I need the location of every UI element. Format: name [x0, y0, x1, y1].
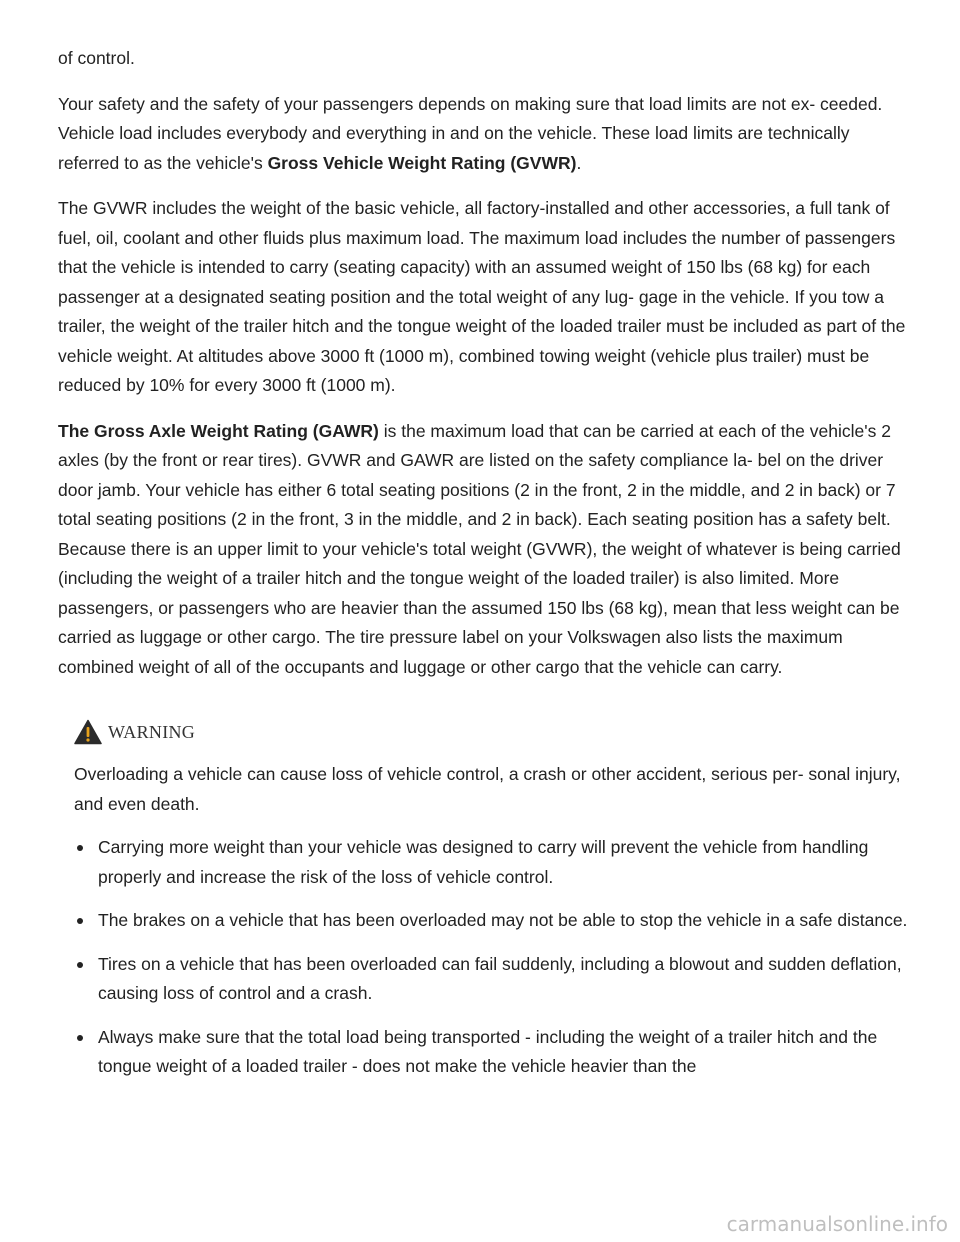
warning-triangle-icon: [74, 719, 102, 745]
list-item: Tires on a vehicle that has been overloaded can fail suddenly, including a blowout and sudden deflation, causing loss of control and a crash.: [74, 950, 908, 1009]
warning-text: Overloading a vehicle can cause loss of vehicle control, a crash or other accident, serious per- sonal injury, and even death.: [74, 764, 901, 814]
list-item: The brakes on a vehicle that has been overloaded may not be able to stop the vehicle in a safe distance.: [74, 906, 908, 936]
paragraph-text: is the maximum load that can be carried at each of the vehicle's 2 axles (by the front or rear tires). GVWR and GAWR are listed on the safety compliance la- bel on the driver door jamb. Your vehicle has either 6 total seating positions (2 in the front, 2 in the middle, and 2 in back) or 7 total seating positions (2 in the front, 3 in the middle, and 2 in back). Each seating position has a safety belt. Because there is an upper limit to your vehicle's total weight (GVWR), the weight of whatever is being carried (including the weight of a trailer hitch and the tongue weight of the loaded trailer) is also limited. More passengers, or passengers who are heavier than the assumed 150 lbs (68 kg), mean that less weight can be carried as luggage or other cargo. The tire pressure label on your Volkswagen also lists the maximum combined weight of all of the occupants and luggage or other cargo that the vehicle can carry.: [58, 420, 901, 677]
warning-box: [58, 716, 908, 1082]
manual-page: [58, 44, 908, 1096]
list-item: Always make sure that the total load being transported - including the weight of a trailer hitch and the tongue weight of a loaded trailer - does not make the vehicle heavier than the: [74, 1023, 908, 1082]
paragraph-of-control: [58, 44, 908, 74]
paragraph-text: Your safety and the safety of your passengers depends on making sure that load limits are not ex- ceeded. Vehicle load includes everybody and everything in and on the vehicle. These load limits are technically referred to as the vehicle's: [58, 93, 883, 173]
gvwr-term: Gross Vehicle Weight Rating (GVWR): [267, 152, 577, 173]
paragraph-text: The GVWR includes the weight of the basic vehicle, all factory-installed and other accessories, a full tank of fuel, oil, coolant and other fluids plus maximum load. The maximum load includes the number of passengers that the vehicle is intended to carry (seating capacity) with an assumed weight of 150 lbs (68 kg) for each passenger at a designated seating position and the total weight of any lug- gage in the vehicle. If you tow a trailer, the weight of the trailer hitch and the tongue weight of the loaded trailer must be included as part of the vehicle weight. At altitudes above 3000 ft (1000 m), combined towing weight (vehicle plus trailer) must be reduced by 10% for every 3000 ft (1000 m).: [58, 198, 906, 395]
paragraph-text: of control.: [58, 48, 135, 68]
warning-header: [74, 716, 908, 748]
paragraph-gawr: [58, 417, 908, 683]
watermark: carmanualsonline.info: [726, 1212, 948, 1236]
list-item: Carrying more weight than your vehicle was designed to carry will prevent the vehicle from handling properly and increase the risk of the loss of vehicle control.: [74, 833, 908, 892]
gawr-term: The Gross Axle Weight Rating (GAWR): [58, 420, 379, 441]
warning-bullet-list: [74, 833, 908, 1082]
warning-title: WARNING: [108, 721, 196, 742]
paragraph-gvwr: [58, 194, 908, 401]
paragraph-load-limits: [58, 90, 908, 179]
paragraph-end: .: [576, 152, 582, 173]
